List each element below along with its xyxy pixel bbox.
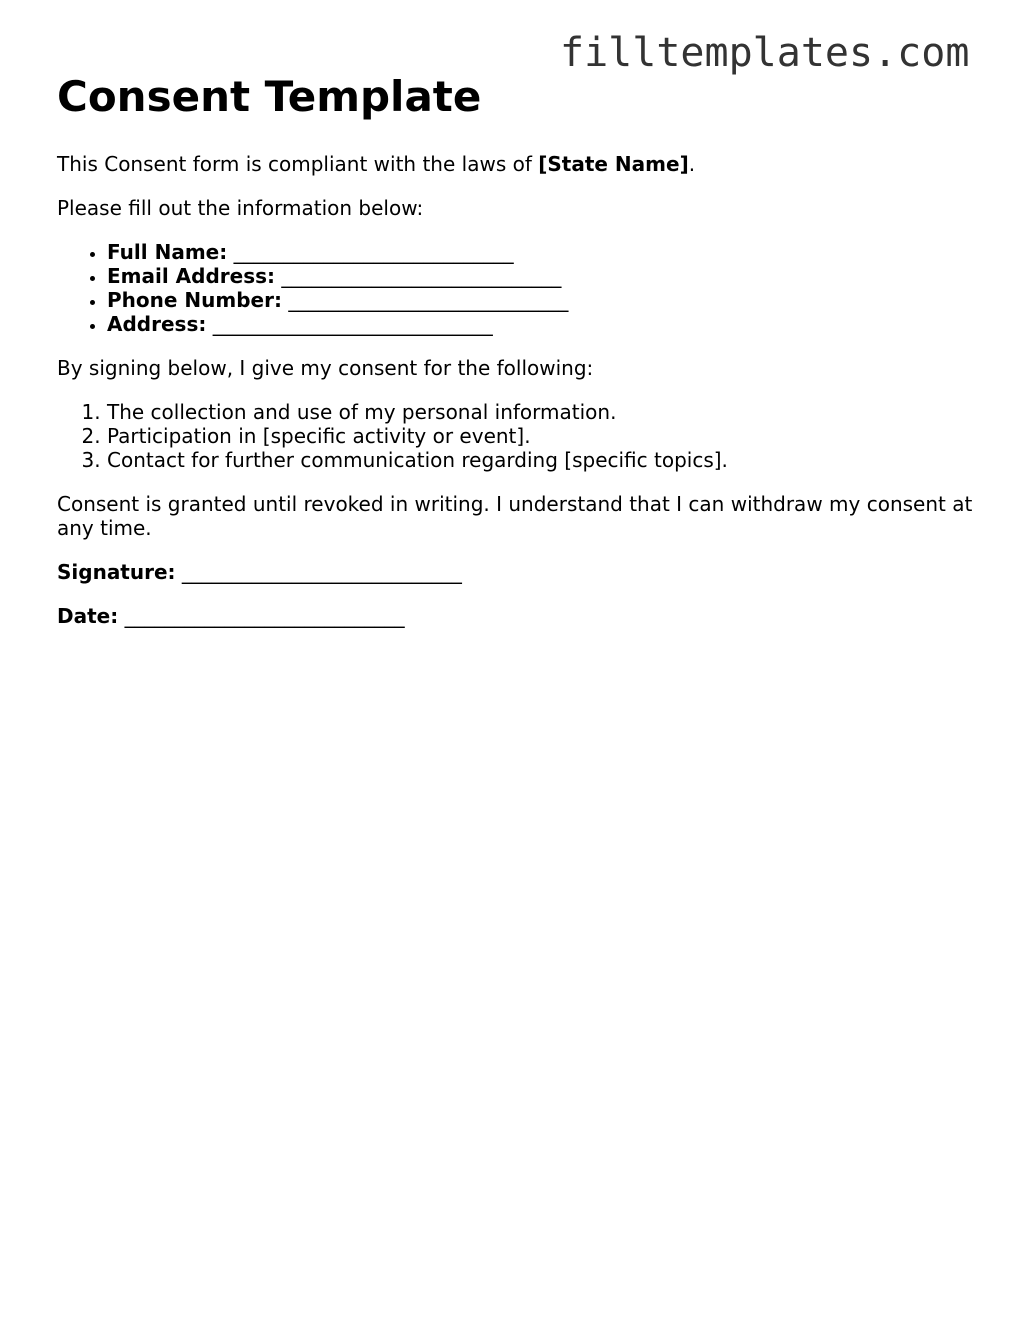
phone-number-blank[interactable]: ____________________________ [288,288,569,312]
field-phone-number [107,288,987,312]
date-row [57,604,987,628]
field-address [107,312,987,336]
consent-item: 2. Participation in [specific activity or event]. [107,424,987,448]
field-label: Email Address: [107,264,276,288]
consent-intro: By signing below, I give my consent for the following: [57,356,594,380]
email-address-blank[interactable]: ____________________________ [281,264,562,288]
consent-item: 3. Contact for further communication regarding [specific topics]. [107,448,987,472]
compliance-suffix: . [688,152,696,176]
consent-item: 1. The collection and use of my personal information. [107,400,987,424]
field-email-address [107,264,987,288]
signature-label: Signature: [57,560,176,584]
address-blank[interactable]: ____________________________ [212,312,493,336]
field-label: Address: [107,312,207,336]
watermark-text: filltemplates.com [560,30,970,76]
compliance-statement [57,152,987,176]
page-title: Consent Template [57,72,482,121]
consent-item-list [57,400,987,472]
field-label: Phone Number: [107,288,282,312]
info-field-list [57,240,987,336]
compliance-prefix: This Consent form is compliant with the laws of [57,152,539,176]
state-name-placeholder: [State Name] [538,152,689,176]
document-body [57,72,987,648]
field-label: Full Name: [107,240,228,264]
date-label: Date: [57,604,119,628]
field-full-name [107,240,987,264]
revocation-statement: Consent is granted until revoked in writing. I understand that I can withdraw my consent at any time. [57,492,973,540]
date-blank[interactable]: ____________________________ [124,604,405,628]
signature-row [57,560,987,584]
full-name-blank[interactable]: ____________________________ [233,240,514,264]
instruction-text: Please fill out the information below: [57,196,424,220]
signature-blank[interactable]: ____________________________ [181,560,462,584]
